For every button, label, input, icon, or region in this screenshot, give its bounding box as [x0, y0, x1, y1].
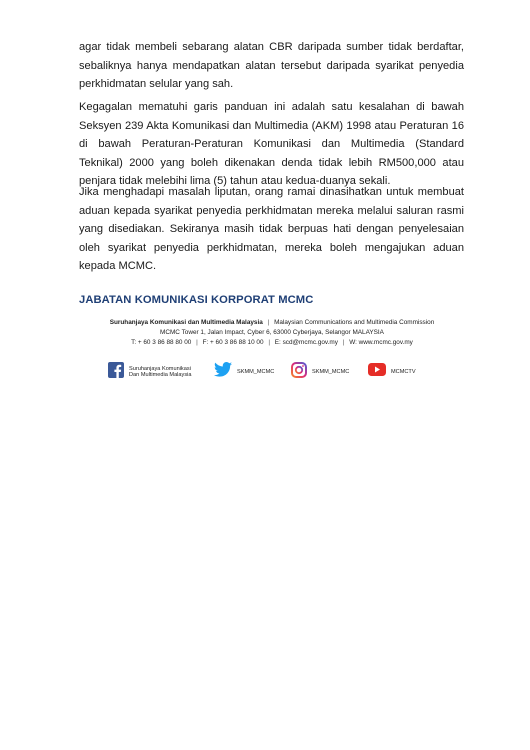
separator: | — [268, 339, 270, 346]
email-address[interactable]: E: scd@mcmc.gov.my — [274, 339, 338, 346]
instagram-icon — [291, 362, 307, 383]
instagram-link[interactable] — [291, 361, 349, 383]
youtube-link[interactable] — [368, 361, 416, 383]
facebook-label — [129, 366, 192, 379]
org-name-line — [82, 318, 462, 328]
tel-number: T: + 60 3 86 88 80 00 — [131, 339, 192, 346]
facebook-link[interactable] — [108, 361, 192, 383]
instagram-label: SKMM_MCMC — [312, 368, 350, 375]
social-media-row — [108, 361, 428, 383]
body-paragraph: Jika menghadapi masalah liputan, orang ramai dinasihatkan untuk membuat aduan kepada syarikat penyedia perkhidmatan mereka melalui saluran rasmi yang disediakan. Sekiranya masih tidak berpuas hati dengan penyelesaian oleh syarikat penyedia perkhidmatan, mereka boleh mengajukan aduan kepada MCMC. — [79, 186, 464, 272]
facebook-label-line1: Suruhanjaya Komunikasi — [129, 365, 191, 372]
twitter-label: SKMM_MCMC — [237, 368, 275, 375]
youtube-label: MCMCTV — [391, 368, 416, 375]
body-paragraph: Kegagalan mematuhi garis panduan ini adalah satu kesalahan di bawah Seksyen 239 Akta Komunikasi dan Multimedia (AKM) 1998 atau Peraturan 16 di bawah Peraturan-Peraturan Komunikasi dan Multimedia (Standard Teknikal) 2000 yang boleh dikenakan denda tidak lebih RM500,000 atau penjara tidak melebihi lima (5) tahun atau kedua-duanya sekali. — [79, 101, 464, 187]
twitter-link[interactable] — [214, 361, 274, 383]
org-name-ms: Suruhanjaya Komunikasi dan Multimedia Malaysia — [109, 319, 263, 326]
contact-line — [82, 338, 462, 348]
facebook-label-line2: Dan Multimedia Malaysia — [129, 372, 192, 378]
fax-number: F: + 60 3 86 88 10 00 — [202, 339, 264, 346]
separator: | — [342, 339, 345, 346]
facebook-icon — [108, 362, 124, 383]
website-link[interactable]: W: www.mcmc.gov.my — [349, 339, 413, 346]
separator: | — [267, 319, 270, 326]
body-paragraph: agar tidak membeli sebarang alatan CBR daripada sumber tidak berdaftar, sebaliknya hanya mendapatkan alatan tersebut daripada syarikat penyedia perkhidmatan selular yang sah. — [79, 41, 464, 90]
address-line: MCMC Tower 1, Jalan Impact, Cyber 6, 63000 Cyberjaya, Selangor MALAYSIA — [160, 329, 384, 336]
twitter-icon — [214, 362, 232, 382]
org-name-en: Malaysian Communications and Multimedia Commission — [274, 319, 435, 326]
department-heading: JABATAN KOMUNIKASI KORPORAT MCMC — [79, 294, 314, 306]
youtube-icon — [368, 363, 386, 381]
contact-footer — [82, 318, 462, 348]
separator: | — [196, 339, 198, 346]
